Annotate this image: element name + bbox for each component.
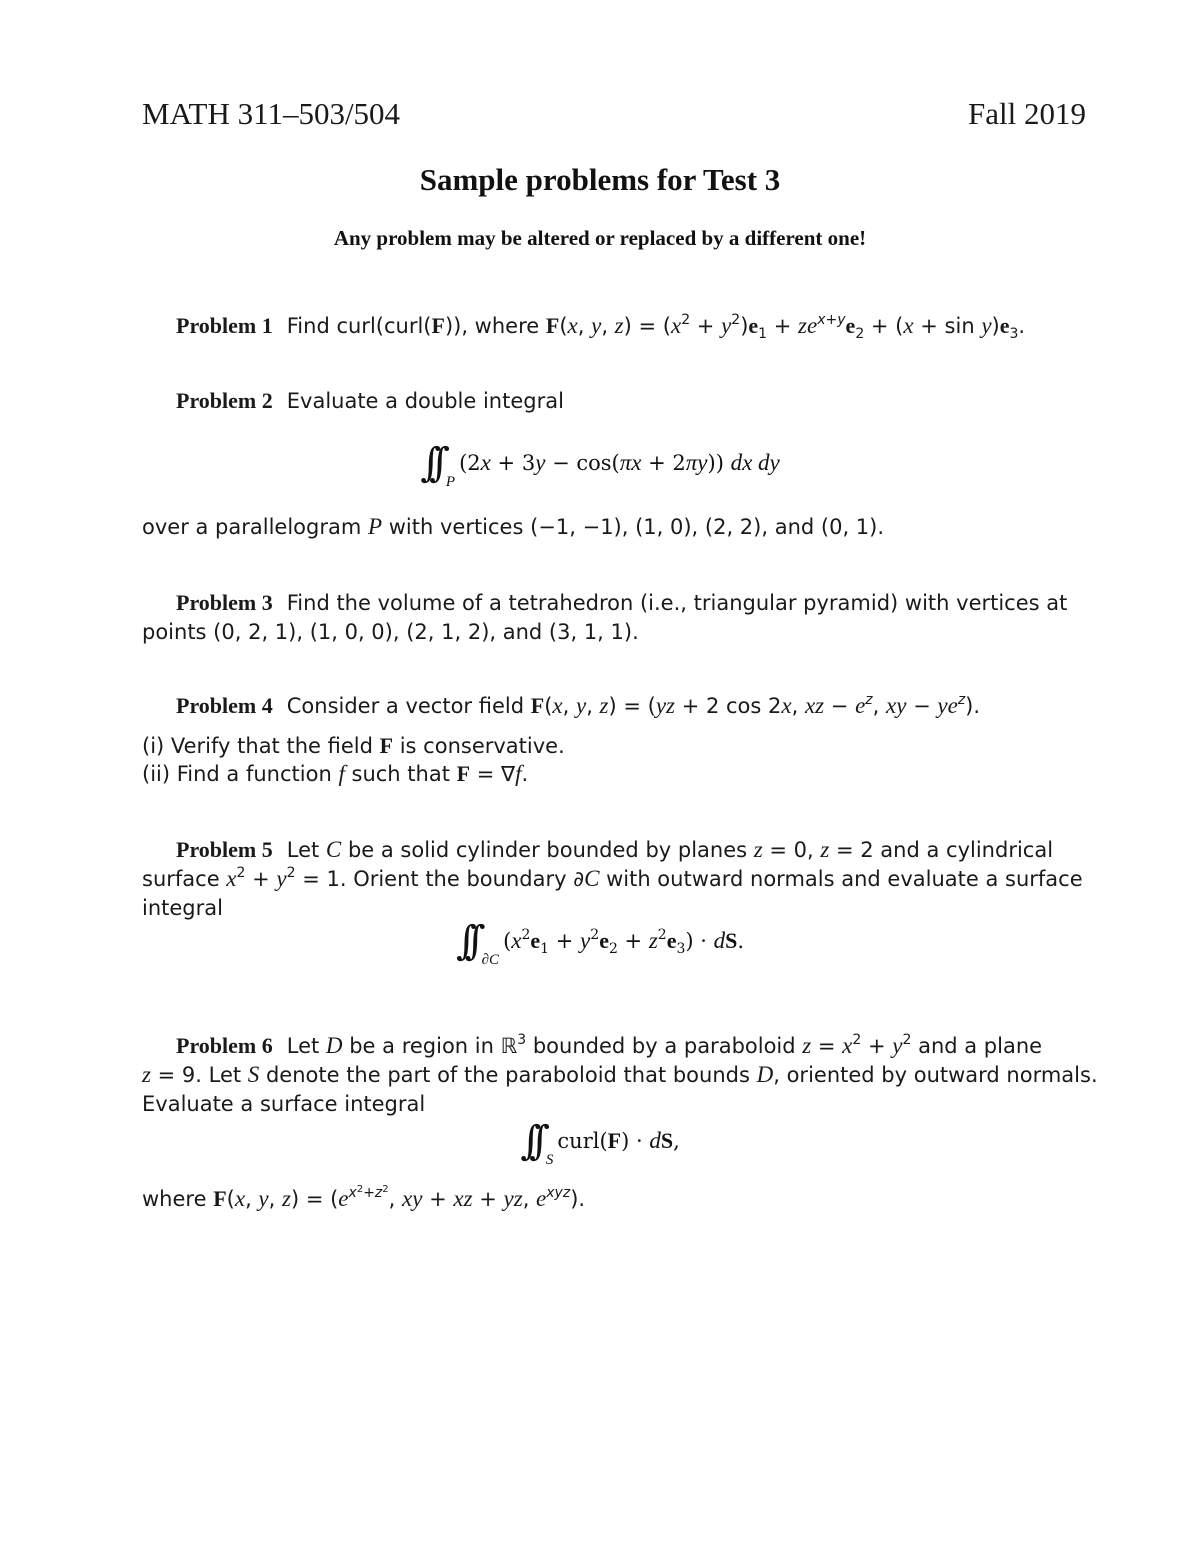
problem-2 bbox=[142, 387, 1120, 415]
document-subtitle: Any problem may be altered or replaced by a different one! bbox=[333, 226, 867, 250]
problem-1 bbox=[142, 312, 1120, 340]
integral-region: P bbox=[445, 474, 456, 490]
problem-4-label: Problem 4 bbox=[176, 693, 273, 718]
problem-4 bbox=[142, 692, 1120, 720]
problem-6-after: where F(x, y, $z) = (e^{x^2+z^2}$, xy + xz + yz, $e^{xyz}$). bbox=[142, 1184, 586, 1211]
problem-5-line1: Let C be a solid cylinder bounded by planes z = 0, z = 2 and a cylindrical bbox=[286, 837, 1054, 862]
problem-6 bbox=[142, 1032, 1120, 1060]
problem-3-line2: points (0, 2, 1), (1, 0, 0), (2, 1, 2), and (3, 1, 1). bbox=[142, 620, 639, 644]
problem-4-part-ii: (ii) Find a function f such that F = ∇f. bbox=[142, 761, 529, 786]
problem-2-intro: Evaluate a double integral bbox=[286, 389, 564, 413]
double-integral-sign: ∫∫ bbox=[455, 918, 474, 964]
problem-4-part-i: (i) Verify that the field F is conservative. bbox=[142, 733, 565, 758]
double-integral-sign: ∫∫ bbox=[420, 440, 438, 486]
problem-3-label: Problem 3 bbox=[176, 590, 273, 615]
problem-2-label: Problem 2 bbox=[176, 388, 273, 413]
problem-4-text: Consider a vector field F(x, y, z) = (yz + 2 cos 2x, xz − $e^z$, xy − $ye^z$). bbox=[286, 692, 981, 718]
problem-5-label: Problem 5 bbox=[176, 837, 273, 862]
problem-3-line1: Find the volume of a tetrahedron (i.e., triangular pyramid) with vertices at bbox=[286, 591, 1068, 615]
problem-5 bbox=[142, 836, 1120, 864]
problem-5-line3: integral bbox=[142, 896, 223, 920]
problem-6-line2: z = 9. Let S denote the part of the paraboloid that bounds D, oriented by outward normals. bbox=[142, 1062, 1098, 1087]
problem-5-line2: surface $x^2 + y^2 = 1$. Orient the boundary ∂C with outward normals and evaluate a surface bbox=[142, 865, 1083, 891]
problem-5-integral: ∫∫ $_{\partial C}(x^2e_1 + y^2e_2 + z^2e_3)$ · dS. bbox=[455, 918, 745, 968]
document-title: Sample problems for Test 3 bbox=[419, 162, 781, 197]
double-integral-sign: ∫∫ bbox=[520, 1118, 538, 1164]
problem-1-text: Find curl(curl(F)), where F(x, y, $z) = (x^2 + y^2)e_1 + ze^{x+y}e_2 + (x + \sin y)e_3$. bbox=[286, 312, 1026, 342]
problem-6-label: Problem 6 bbox=[176, 1033, 273, 1058]
integral-region: ∂C bbox=[481, 952, 500, 968]
problem-2-after: over a parallelogram P with vertices (−1, −1), (1, 0), (2, 2), and (0, 1). bbox=[142, 514, 885, 539]
problem-6-integral: ∫∫ $_S$curl(F) · dS, bbox=[520, 1118, 680, 1168]
problem-3 bbox=[142, 589, 1120, 617]
integral-region: S bbox=[545, 1152, 554, 1168]
term: Fall 2019 bbox=[968, 96, 1086, 131]
course-code: MATH 311–503/504 bbox=[142, 96, 401, 131]
problem-6-line3: Evaluate a surface integral bbox=[142, 1092, 426, 1116]
problem-6-line1: Let D be a region in ℝ$^3$ bounded by a paraboloid $z = x^2 + y^2$ and a plane bbox=[286, 1032, 1043, 1058]
problem-1-label: Problem 1 bbox=[176, 313, 273, 338]
problem-2-integral: ∫∫ $_P$(2x + 3y − cos(πx + 2πy)) dx dy bbox=[420, 440, 780, 490]
